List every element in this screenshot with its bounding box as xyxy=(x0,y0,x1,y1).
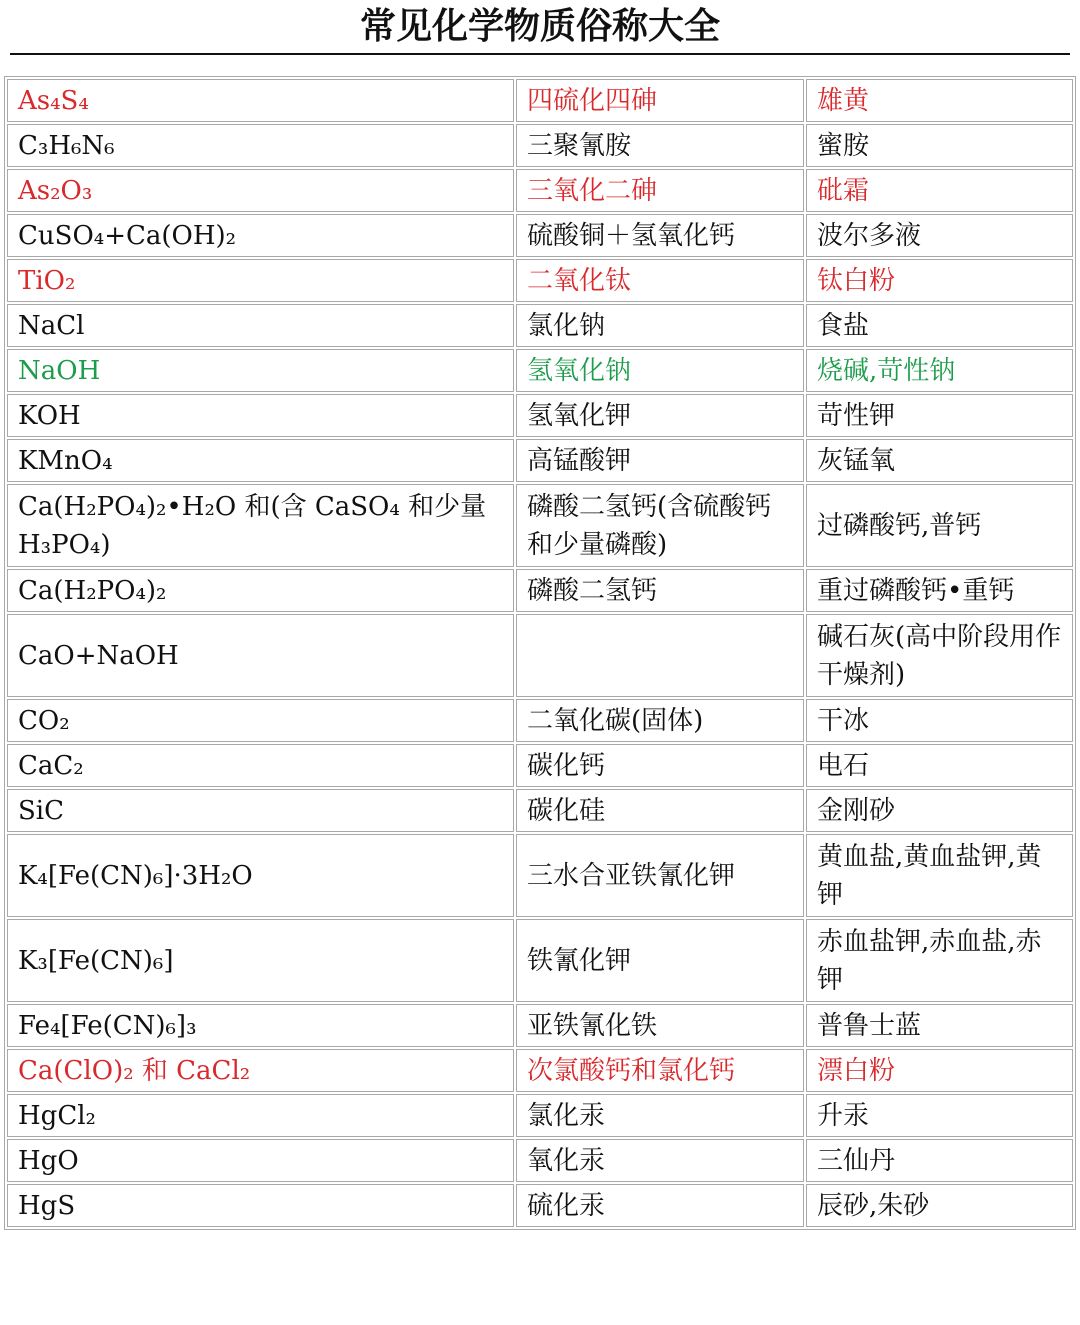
common-name-cell xyxy=(806,1139,1073,1182)
chemical-name-cell xyxy=(516,394,804,437)
formula-cell xyxy=(7,699,514,742)
common-name-cell-text: 金刚砂 xyxy=(817,795,896,826)
common-name-cell xyxy=(806,744,1073,787)
chemical-name-cell-text: 氢氧化钾 xyxy=(527,400,632,431)
common-name-cell xyxy=(806,79,1073,122)
chemical-name-cell-text: 二氧化钛 xyxy=(527,265,632,296)
formula-cell xyxy=(7,79,514,122)
chemical-name-cell xyxy=(516,124,804,167)
table-row xyxy=(7,919,1073,1002)
table-row xyxy=(7,1139,1073,1182)
common-name-cell-text: 食盐 xyxy=(817,310,870,341)
formula-cell xyxy=(7,614,514,697)
chemical-name-cell-text: 三氧化二砷 xyxy=(527,175,658,206)
common-name-cell-text: 黄血盐,黄血盐钾,黄钾 xyxy=(817,841,1042,910)
chemical-name-cell-text: 氯化汞 xyxy=(527,1100,606,1131)
chemical-name-cell xyxy=(516,1139,804,1182)
formula-cell xyxy=(7,1004,514,1047)
table-row xyxy=(7,124,1073,167)
chemical-names-table xyxy=(4,76,1076,1230)
formula-cell-text: Ca(H₂PO₄)₂•H₂O 和(含 CaSO₄ 和少量 H₃PO₄) xyxy=(18,491,487,560)
formula-cell-text: Ca(ClO)₂ 和 CaCl₂ xyxy=(18,1055,251,1086)
formula-cell-text: SiC xyxy=(18,795,65,826)
common-name-cell-text: 灰锰氧 xyxy=(817,445,896,476)
table-body xyxy=(7,79,1073,1227)
formula-cell-text: HgCl₂ xyxy=(18,1100,96,1131)
common-name-cell xyxy=(806,614,1073,697)
chemical-name-cell-text: 二氧化碳(固体) xyxy=(527,705,704,736)
chemical-name-cell xyxy=(516,484,804,567)
common-name-cell xyxy=(806,1049,1073,1092)
formula-cell xyxy=(7,1049,514,1092)
chemical-name-cell xyxy=(516,349,804,392)
common-name-cell-text: 烧碱,苛性钠 xyxy=(817,355,956,386)
chemical-name-cell-text: 碳化钙 xyxy=(527,750,606,781)
table-row xyxy=(7,789,1073,832)
table-row xyxy=(7,259,1073,302)
chemical-name-cell-text: 氧化汞 xyxy=(527,1145,606,1176)
formula-cell xyxy=(7,214,514,257)
chemical-name-cell-text: 三聚氰胺 xyxy=(527,130,632,161)
formula-cell xyxy=(7,744,514,787)
common-name-cell-text: 碱石灰(高中阶段用作干燥剂) xyxy=(817,621,1062,690)
common-name-cell-text: 过磷酸钙,普钙 xyxy=(817,510,982,541)
common-name-cell-text: 三仙丹 xyxy=(817,1145,896,1176)
formula-cell xyxy=(7,1139,514,1182)
formula-cell-text: KOH xyxy=(18,400,81,431)
formula-cell-text: CuSO₄+Ca(OH)₂ xyxy=(18,220,237,251)
common-name-cell-text: 普鲁士蓝 xyxy=(817,1010,922,1041)
table-row xyxy=(7,744,1073,787)
common-name-cell xyxy=(806,834,1073,917)
common-name-cell-text: 赤血盐钾,赤血盐,赤钾 xyxy=(817,926,1042,995)
chemical-name-cell xyxy=(516,569,804,612)
common-name-cell xyxy=(806,699,1073,742)
formula-cell-text: NaOH xyxy=(18,355,101,386)
common-name-cell-text: 砒霜 xyxy=(817,175,870,206)
formula-cell xyxy=(7,1184,514,1227)
formula-cell-text: As₂O₃ xyxy=(18,175,93,206)
formula-cell xyxy=(7,304,514,347)
common-name-cell xyxy=(806,304,1073,347)
common-name-cell-text: 重过磷酸钙•重钙 xyxy=(817,575,1015,606)
table-row xyxy=(7,214,1073,257)
formula-cell xyxy=(7,439,514,482)
common-name-cell xyxy=(806,919,1073,1002)
chemical-name-cell-text: 磷酸二氢钙 xyxy=(527,575,658,606)
chemical-name-cell xyxy=(516,1184,804,1227)
chemical-name-cell xyxy=(516,259,804,302)
formula-cell xyxy=(7,394,514,437)
chemical-name-cell xyxy=(516,214,804,257)
common-name-cell xyxy=(806,1184,1073,1227)
common-name-cell xyxy=(806,349,1073,392)
chemical-name-cell xyxy=(516,834,804,917)
table-row xyxy=(7,569,1073,612)
chemical-name-cell-text: 磷酸二氢钙(含硫酸钙和少量磷酸) xyxy=(527,491,772,560)
chemical-name-cell-text: 次氯酸钙和氯化钙 xyxy=(527,1055,736,1086)
chemical-name-cell-text: 铁氰化钾 xyxy=(527,945,632,976)
table-row xyxy=(7,1184,1073,1227)
common-name-cell-text: 干冰 xyxy=(817,705,870,736)
common-name-cell xyxy=(806,124,1073,167)
table-row xyxy=(7,439,1073,482)
formula-cell xyxy=(7,484,514,567)
table-row xyxy=(7,834,1073,917)
common-name-cell xyxy=(806,439,1073,482)
common-name-cell xyxy=(806,169,1073,212)
formula-cell xyxy=(7,1094,514,1137)
formula-cell-text: KMnO₄ xyxy=(18,445,113,476)
common-name-cell-text: 漂白粉 xyxy=(817,1055,896,1086)
table-row xyxy=(7,484,1073,567)
formula-cell-text: K₄[Fe(CN)₆]·3H₂O xyxy=(18,860,253,891)
common-name-cell-text: 钛白粉 xyxy=(817,265,896,296)
chemical-name-cell xyxy=(516,439,804,482)
common-name-cell xyxy=(806,569,1073,612)
formula-cell-text: CO₂ xyxy=(18,705,70,736)
chemical-name-cell-text: 三水合亚铁氰化钾 xyxy=(527,860,736,891)
common-name-cell-text: 辰砂,朱砂 xyxy=(817,1190,930,1221)
chemical-name-cell xyxy=(516,1049,804,1092)
common-name-cell-text: 波尔多液 xyxy=(817,220,922,251)
table-row xyxy=(7,304,1073,347)
chemical-name-cell xyxy=(516,614,804,697)
common-name-cell-text: 升汞 xyxy=(817,1100,870,1131)
formula-cell-text: NaCl xyxy=(18,310,85,341)
chemical-name-cell-text: 亚铁氰化铁 xyxy=(527,1010,658,1041)
chemical-name-cell-text: 高锰酸钾 xyxy=(527,445,632,476)
formula-cell xyxy=(7,169,514,212)
formula-cell xyxy=(7,259,514,302)
common-name-cell xyxy=(806,484,1073,567)
chemical-name-cell-text: 碳化硅 xyxy=(527,795,606,826)
formula-cell-text: C₃H₆N₆ xyxy=(18,130,115,161)
chemical-name-cell xyxy=(516,919,804,1002)
chemical-name-cell-text: 氢氧化钠 xyxy=(527,355,632,386)
table-row xyxy=(7,1004,1073,1047)
chemical-name-cell-text: 硫化汞 xyxy=(527,1190,606,1221)
common-name-cell xyxy=(806,1094,1073,1137)
common-name-cell-text: 雄黄 xyxy=(817,85,870,116)
formula-cell-text: K₃[Fe(CN)₆] xyxy=(18,945,174,976)
table-row xyxy=(7,79,1073,122)
common-name-cell xyxy=(806,259,1073,302)
chemical-name-cell xyxy=(516,304,804,347)
formula-cell xyxy=(7,834,514,917)
formula-cell xyxy=(7,124,514,167)
table-row xyxy=(7,614,1073,697)
formula-cell-text: CaO+NaOH xyxy=(18,640,179,671)
table-row xyxy=(7,169,1073,212)
formula-cell-text: CaC₂ xyxy=(18,750,84,781)
chemical-name-cell-text: 硫酸铜＋氢氧化钙 xyxy=(527,220,736,251)
common-name-cell-text: 蜜胺 xyxy=(817,130,870,161)
common-name-cell xyxy=(806,789,1073,832)
formula-cell-text: HgS xyxy=(18,1190,76,1221)
formula-cell xyxy=(7,919,514,1002)
chemical-name-cell xyxy=(516,699,804,742)
chemical-name-cell xyxy=(516,744,804,787)
table-row xyxy=(7,699,1073,742)
common-name-cell-text: 苛性钾 xyxy=(817,400,896,431)
formula-cell xyxy=(7,789,514,832)
common-name-cell xyxy=(806,1004,1073,1047)
chemical-name-cell xyxy=(516,789,804,832)
chemical-name-cell-text: 四硫化四砷 xyxy=(527,85,658,116)
table-row xyxy=(7,349,1073,392)
table-row xyxy=(7,1049,1073,1092)
title-underline xyxy=(10,53,1070,55)
page-title: 常见化学物质俗称大全 xyxy=(359,6,720,47)
formula-cell-text: As₄S₄ xyxy=(18,85,89,116)
formula-cell-text: TiO₂ xyxy=(18,265,76,296)
formula-cell-text: Ca(H₂PO₄)₂ xyxy=(18,575,167,606)
common-name-cell-text: 电石 xyxy=(817,750,870,781)
chemical-name-cell xyxy=(516,1094,804,1137)
chemical-name-cell xyxy=(516,79,804,122)
formula-cell xyxy=(7,569,514,612)
formula-cell-text: HgO xyxy=(18,1145,79,1176)
chemical-name-cell-text: 氯化钠 xyxy=(527,310,606,341)
formula-cell xyxy=(7,349,514,392)
formula-cell-text: Fe₄[Fe(CN)₆]₃ xyxy=(18,1010,197,1041)
chemical-name-cell xyxy=(516,169,804,212)
common-name-cell xyxy=(806,394,1073,437)
table-row xyxy=(7,394,1073,437)
table-row xyxy=(7,1094,1073,1137)
chemical-name-cell xyxy=(516,1004,804,1047)
common-name-cell xyxy=(806,214,1073,257)
